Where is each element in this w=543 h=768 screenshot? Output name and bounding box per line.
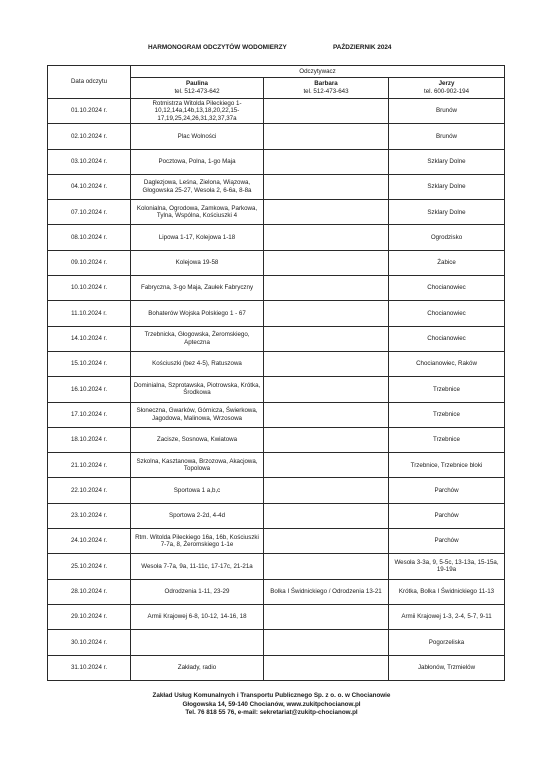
cell-jerzy: Trzebnice xyxy=(389,377,505,402)
cell-paulina: Wesoła 7-7a, 9a, 11-11c, 17-17c, 21-21a xyxy=(131,554,264,579)
cell-paulina: Sportowa 2-2d, 4-4d xyxy=(131,503,264,528)
table-row xyxy=(48,478,505,503)
row-date: 22.10.2024 r. xyxy=(48,478,131,503)
cell-barbara xyxy=(264,124,389,149)
cell-barbara xyxy=(264,276,389,301)
cell-jerzy: Trzebnice xyxy=(389,402,505,427)
schedule-body xyxy=(48,99,505,681)
document-title: HARMONOGRAM ODCZYTÓW WODOMIERZY xyxy=(148,44,287,51)
footer-address: Głogowska 14, 59-140 Chocianów, www.zukitpchocianow.pl xyxy=(182,700,361,708)
cell-barbara xyxy=(264,351,389,376)
cell-paulina: Słoneczna, Gwarków, Górnicza, Świerkowa, Jagodowa, Malinowa, Wrzosowa xyxy=(131,402,264,427)
row-date: 02.10.2024 r. xyxy=(48,124,131,149)
row-date: 24.10.2024 r. xyxy=(48,529,131,554)
cell-jerzy: Parchów xyxy=(389,529,505,554)
cell-jerzy: Szklary Dolne xyxy=(389,200,505,225)
cell-paulina: Trzebnicka, Głogowska, Żeromskiego, Apteczna xyxy=(131,326,264,351)
cell-paulina: Kolejowa 19-58 xyxy=(131,250,264,275)
readers-group-header: Odczytywacz xyxy=(131,66,505,78)
table-row xyxy=(48,503,505,528)
reader-name: Paulina xyxy=(185,80,208,88)
table-row xyxy=(48,453,505,478)
cell-barbara xyxy=(264,200,389,225)
cell-barbara xyxy=(264,225,389,250)
cell-paulina: Fabryczna, 3-go Maja, Zaułek Fabryczny xyxy=(131,276,264,301)
row-date: 07.10.2024 r. xyxy=(48,200,131,225)
date-column-header: Data odczytu xyxy=(48,66,131,99)
cell-paulina: Odrodzenia 1-11, 23-29 xyxy=(131,579,264,604)
cell-jerzy: Wesoła 3-3a, 9, 5-5c, 13-13a, 15-15a, 19-19a xyxy=(389,554,505,579)
table-row xyxy=(48,200,505,225)
cell-paulina: Zacisze, Sosnowa, Kwiatowa xyxy=(131,427,264,452)
cell-barbara xyxy=(264,529,389,554)
cell-barbara xyxy=(264,149,389,174)
document-month: PAŹDZIERNIK 2024 xyxy=(333,44,392,51)
row-date: 25.10.2024 r. xyxy=(48,554,131,579)
cell-paulina: Kościuszki (bez 4-5), Ratuszowa xyxy=(131,351,264,376)
row-date: 29.10.2024 r. xyxy=(48,604,131,629)
cell-jerzy: Chocianowiec, Raków xyxy=(389,351,505,376)
cell-barbara xyxy=(264,377,389,402)
reader-phone: tel. 600-902-194 xyxy=(423,88,470,95)
reader-phone: tel. 512-473-642 xyxy=(174,88,220,95)
reader-header-jerzy xyxy=(389,78,505,99)
cell-jerzy: Szklary Dolne xyxy=(389,149,505,174)
table-row xyxy=(48,250,505,275)
table-row xyxy=(48,427,505,452)
cell-barbara xyxy=(264,503,389,528)
row-date: 30.10.2024 r. xyxy=(48,630,131,655)
cell-paulina: Lipowa 1-17, Kolejowa 1-18 xyxy=(131,225,264,250)
cell-jerzy: Chocianowiec xyxy=(389,326,505,351)
cell-jerzy: Pogorzeliska xyxy=(389,630,505,655)
cell-jerzy: Ogrodzisko xyxy=(389,225,505,250)
cell-barbara xyxy=(264,453,389,478)
cell-jerzy: Jabłonów, Trzmielów xyxy=(389,655,505,680)
table-row xyxy=(48,402,505,427)
cell-barbara xyxy=(264,301,389,326)
cell-jerzy: Armii Krajowej 1-3, 2-4, 5-7, 9-11 xyxy=(389,604,505,629)
cell-barbara xyxy=(264,630,389,655)
cell-jerzy: Krótka, Bolka I Świdnickiego 11-13 xyxy=(389,579,505,604)
cell-barbara xyxy=(264,250,389,275)
cell-barbara xyxy=(264,402,389,427)
cell-jerzy: Brunów xyxy=(389,124,505,149)
cell-barbara xyxy=(264,99,389,124)
cell-jerzy: Parchów xyxy=(389,503,505,528)
row-date: 10.10.2024 r. xyxy=(48,276,131,301)
table-row xyxy=(48,655,505,680)
cell-barbara xyxy=(264,427,389,452)
row-date: 04.10.2024 r. xyxy=(48,174,131,199)
row-date: 15.10.2024 r. xyxy=(48,351,131,376)
cell-jerzy: Trzebnice, Trzebnice bloki xyxy=(389,453,505,478)
row-date: 28.10.2024 r. xyxy=(48,579,131,604)
company-footer xyxy=(0,692,543,718)
cell-barbara xyxy=(264,604,389,629)
row-date: 31.10.2024 r. xyxy=(48,655,131,680)
table-row xyxy=(48,276,505,301)
row-date: 21.10.2024 r. xyxy=(48,453,131,478)
row-date: 03.10.2024 r. xyxy=(48,149,131,174)
cell-jerzy: Parchów xyxy=(389,478,505,503)
row-date: 11.10.2024 r. xyxy=(48,301,131,326)
cell-jerzy: Żabice xyxy=(389,250,505,275)
row-date: 18.10.2024 r. xyxy=(48,427,131,452)
table-row xyxy=(48,529,505,554)
cell-barbara xyxy=(264,174,389,199)
cell-barbara xyxy=(264,655,389,680)
cell-paulina: Dominialna, Szprotawska, Piotrowska, Krótka, Środkowa xyxy=(131,377,264,402)
cell-paulina: Sportowa 1 a,b,c xyxy=(131,478,264,503)
reader-name: Barbara xyxy=(314,80,338,88)
row-date: 23.10.2024 r. xyxy=(48,503,131,528)
cell-paulina: Armii Krajowej 6-8, 10-12, 14-16, 18 xyxy=(131,604,264,629)
row-date: 16.10.2024 r. xyxy=(48,377,131,402)
cell-paulina: Bohaterów Wojska Polskiego 1 - 67 xyxy=(131,301,264,326)
reader-name: Jerzy xyxy=(438,80,455,88)
footer-contact: Tel. 76 818 55 76, e-mail: sekretariat@zukitp-chocianow.pl xyxy=(185,709,358,717)
cell-paulina: Zakłady, radio xyxy=(131,655,264,680)
cell-paulina xyxy=(131,630,264,655)
row-date: 08.10.2024 r. xyxy=(48,225,131,250)
cell-barbara: Bolka I Świdnickiego / Odrodzenia 13-21 xyxy=(264,579,389,604)
cell-jerzy: Trzebnice xyxy=(389,427,505,452)
cell-paulina: Plac Wolności xyxy=(131,124,264,149)
table-row xyxy=(48,99,505,124)
reading-schedule-table xyxy=(47,65,505,681)
cell-jerzy: Szklary Dolne xyxy=(389,174,505,199)
cell-paulina: Kolonialna, Ogrodowa, Zamkowa, Parkowa, Tylna, Wspólna, Kościuszki 4 xyxy=(131,200,264,225)
table-row xyxy=(48,326,505,351)
row-date: 09.10.2024 r. xyxy=(48,250,131,275)
cell-barbara xyxy=(264,554,389,579)
cell-barbara xyxy=(264,478,389,503)
cell-paulina: Pocztowa, Polna, 1-go Maja xyxy=(131,149,264,174)
row-date: 01.10.2024 r. xyxy=(48,99,131,124)
table-row xyxy=(48,377,505,402)
cell-jerzy: Brunów xyxy=(389,99,505,124)
row-date: 14.10.2024 r. xyxy=(48,326,131,351)
cell-jerzy: Chocianowiec xyxy=(389,301,505,326)
cell-paulina: Szkolna, Kasztanowa, Brzozowa, Akacjowa, Topolowa xyxy=(131,453,264,478)
table-row xyxy=(48,579,505,604)
table-row xyxy=(48,301,505,326)
row-date: 17.10.2024 r. xyxy=(48,402,131,427)
cell-barbara xyxy=(264,326,389,351)
table-row xyxy=(48,554,505,579)
table-row xyxy=(48,225,505,250)
table-row xyxy=(48,149,505,174)
cell-jerzy: Chocianowiec xyxy=(389,276,505,301)
footer-company-name: Zakład Usług Komunalnych i Transportu Publicznego Sp. z o. o. w Chocianowie xyxy=(152,692,391,699)
table-row xyxy=(48,630,505,655)
cell-paulina: Rtm. Witolda Pileckiego 16a, 16b, Kościuszki 7-7a, 8, Żeromskiego 1-1e xyxy=(131,529,264,554)
cell-paulina: Rotmistrza Witolda Pileckiego 1-10,12,14a,14b,13,18,20,22,15-17,19,25,24,26,31,32,37,37a xyxy=(131,99,264,124)
cell-paulina: Daglezjowa, Leśna, Zielona, Wiązowa, Głogowska 25-27, Wesoła 2, 6-6a, 8-8a xyxy=(131,174,264,199)
table-row xyxy=(48,124,505,149)
document-header xyxy=(0,44,543,56)
table-row xyxy=(48,174,505,199)
reader-phone: tel. 512-473-643 xyxy=(303,88,349,95)
reader-header-barbara xyxy=(264,78,389,99)
table-header-row xyxy=(48,66,505,78)
table-row xyxy=(48,604,505,629)
reader-header-paulina xyxy=(131,78,264,99)
table-row xyxy=(48,351,505,376)
